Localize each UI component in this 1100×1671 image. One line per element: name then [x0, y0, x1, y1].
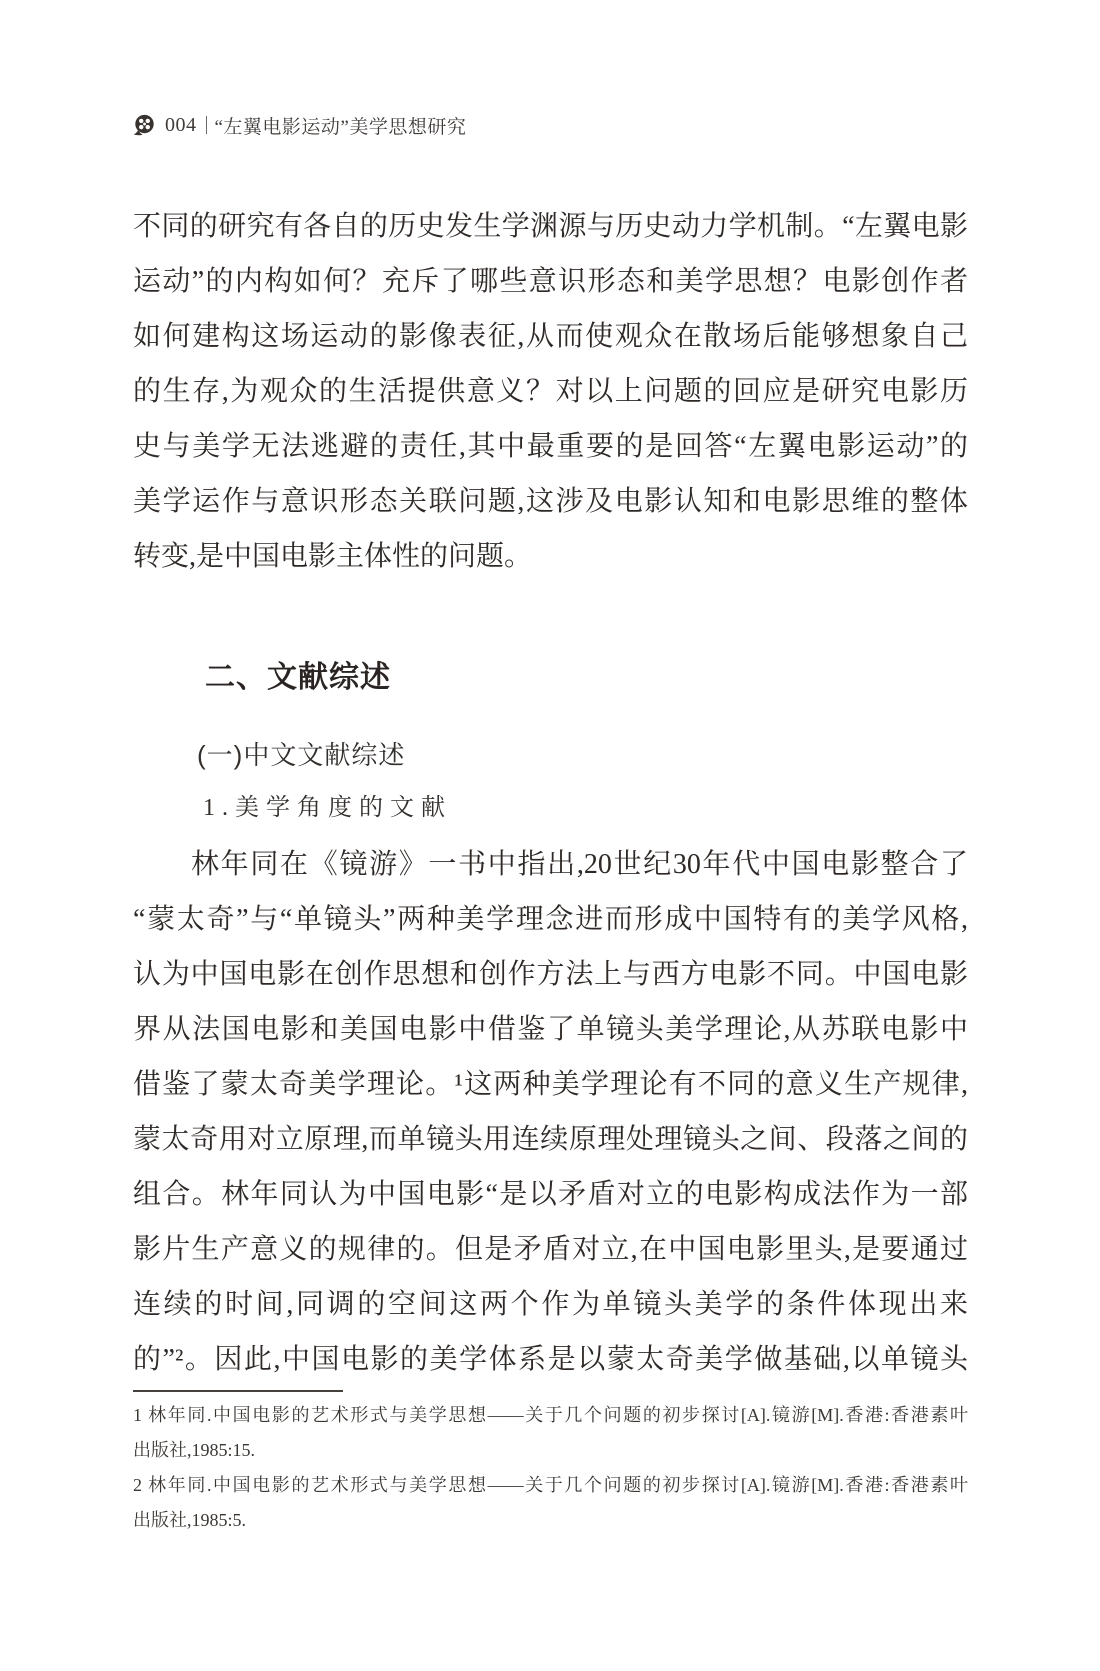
body-line: 组合。林年同认为中国电影“是以矛盾对立的电影构成法作为一部: [133, 1179, 968, 1210]
page-number: 004: [165, 113, 197, 136]
body-line: 连续的时间,同调的空间这两个作为单镜头美学的条件体现出来: [133, 1289, 968, 1320]
footnote-line: 1 林年同.中国电影的艺术形式与美学思想——关于几个问题的初步探讨[A].镜游[M].香港:香港素叶: [133, 1405, 968, 1425]
footnote-item: [133, 1468, 968, 1538]
body-line: “蒙太奇”与“单镜头”两种美学理念进而形成中国特有的美学风格,: [133, 904, 968, 935]
body-line: 影片生产意义的规律的。但是矛盾对立,在中国电影里头,是要通过: [133, 1234, 968, 1265]
body-line: 如何建构这场运动的影像表征,从而使观众在散场后能够想象自己: [133, 321, 968, 352]
body-line: 运动”的内构如何？充斥了哪些意识形态和美学思想？电影创作者: [133, 266, 968, 297]
body-paragraph-1: [133, 199, 968, 584]
film-reel-icon: [133, 113, 156, 137]
footnote-item: [133, 1398, 968, 1468]
section-heading: 二、文献综述: [205, 661, 391, 694]
body-line: 转变,是中国电影主体性的问题。: [133, 541, 533, 572]
footnote-divider: [133, 1390, 343, 1392]
body-line: 的生存,为观众的生活提供意义？对以上问题的回应是研究电影历: [133, 376, 968, 407]
body-line: 界从法国电影和美国电影中借鉴了单镜头美学理论,从苏联电影中: [133, 1014, 968, 1045]
running-head-book-title: “左翼电影运动”美学思想研究: [214, 116, 467, 138]
body-paragraph-2: [133, 837, 968, 1387]
running-head: [133, 112, 968, 138]
subsubsection-heading: 1.美学角度的文献: [203, 795, 452, 821]
body-line: 的”²。因此,中国电影的美学体系是以蒙太奇美学做基础,以单镜头: [133, 1344, 968, 1375]
body-line: 史与美学无法逃避的责任,其中最重要的是回答“左翼电影运动”的: [133, 431, 968, 462]
body-line: 美学运作与意识形态关联问题,这涉及电影认知和电影思维的整体: [133, 486, 968, 517]
body-line: 不同的研究有各自的历史发生学渊源与历史动力学机制。“左翼电影: [133, 211, 968, 242]
footnote-line: 出版社,1985:5.: [133, 1510, 247, 1530]
footnote-line: 2 林年同.中国电影的艺术形式与美学思想——关于几个问题的初步探讨[A].镜游[M].香港:香港素叶: [133, 1475, 968, 1495]
body-line: 借鉴了蒙太奇美学理论。¹这两种美学理论有不同的意义生产规律,: [133, 1069, 968, 1100]
footnote-area: [133, 1398, 968, 1538]
subsection-heading: (一)中文文献综述: [197, 740, 406, 770]
body-line: 认为中国电影在创作思想和创作方法上与西方电影不同。中国电影: [133, 959, 968, 990]
body-line: 蒙太奇用对立原理,而单镜头用连续原理处理镜头之间、段落之间的: [133, 1124, 968, 1155]
header-divider: [206, 116, 207, 134]
body-line: 林年同在《镜游》一书中指出,20世纪30年代中国电影整合了: [191, 849, 968, 880]
footnote-line: 出版社,1985:15.: [133, 1440, 256, 1460]
